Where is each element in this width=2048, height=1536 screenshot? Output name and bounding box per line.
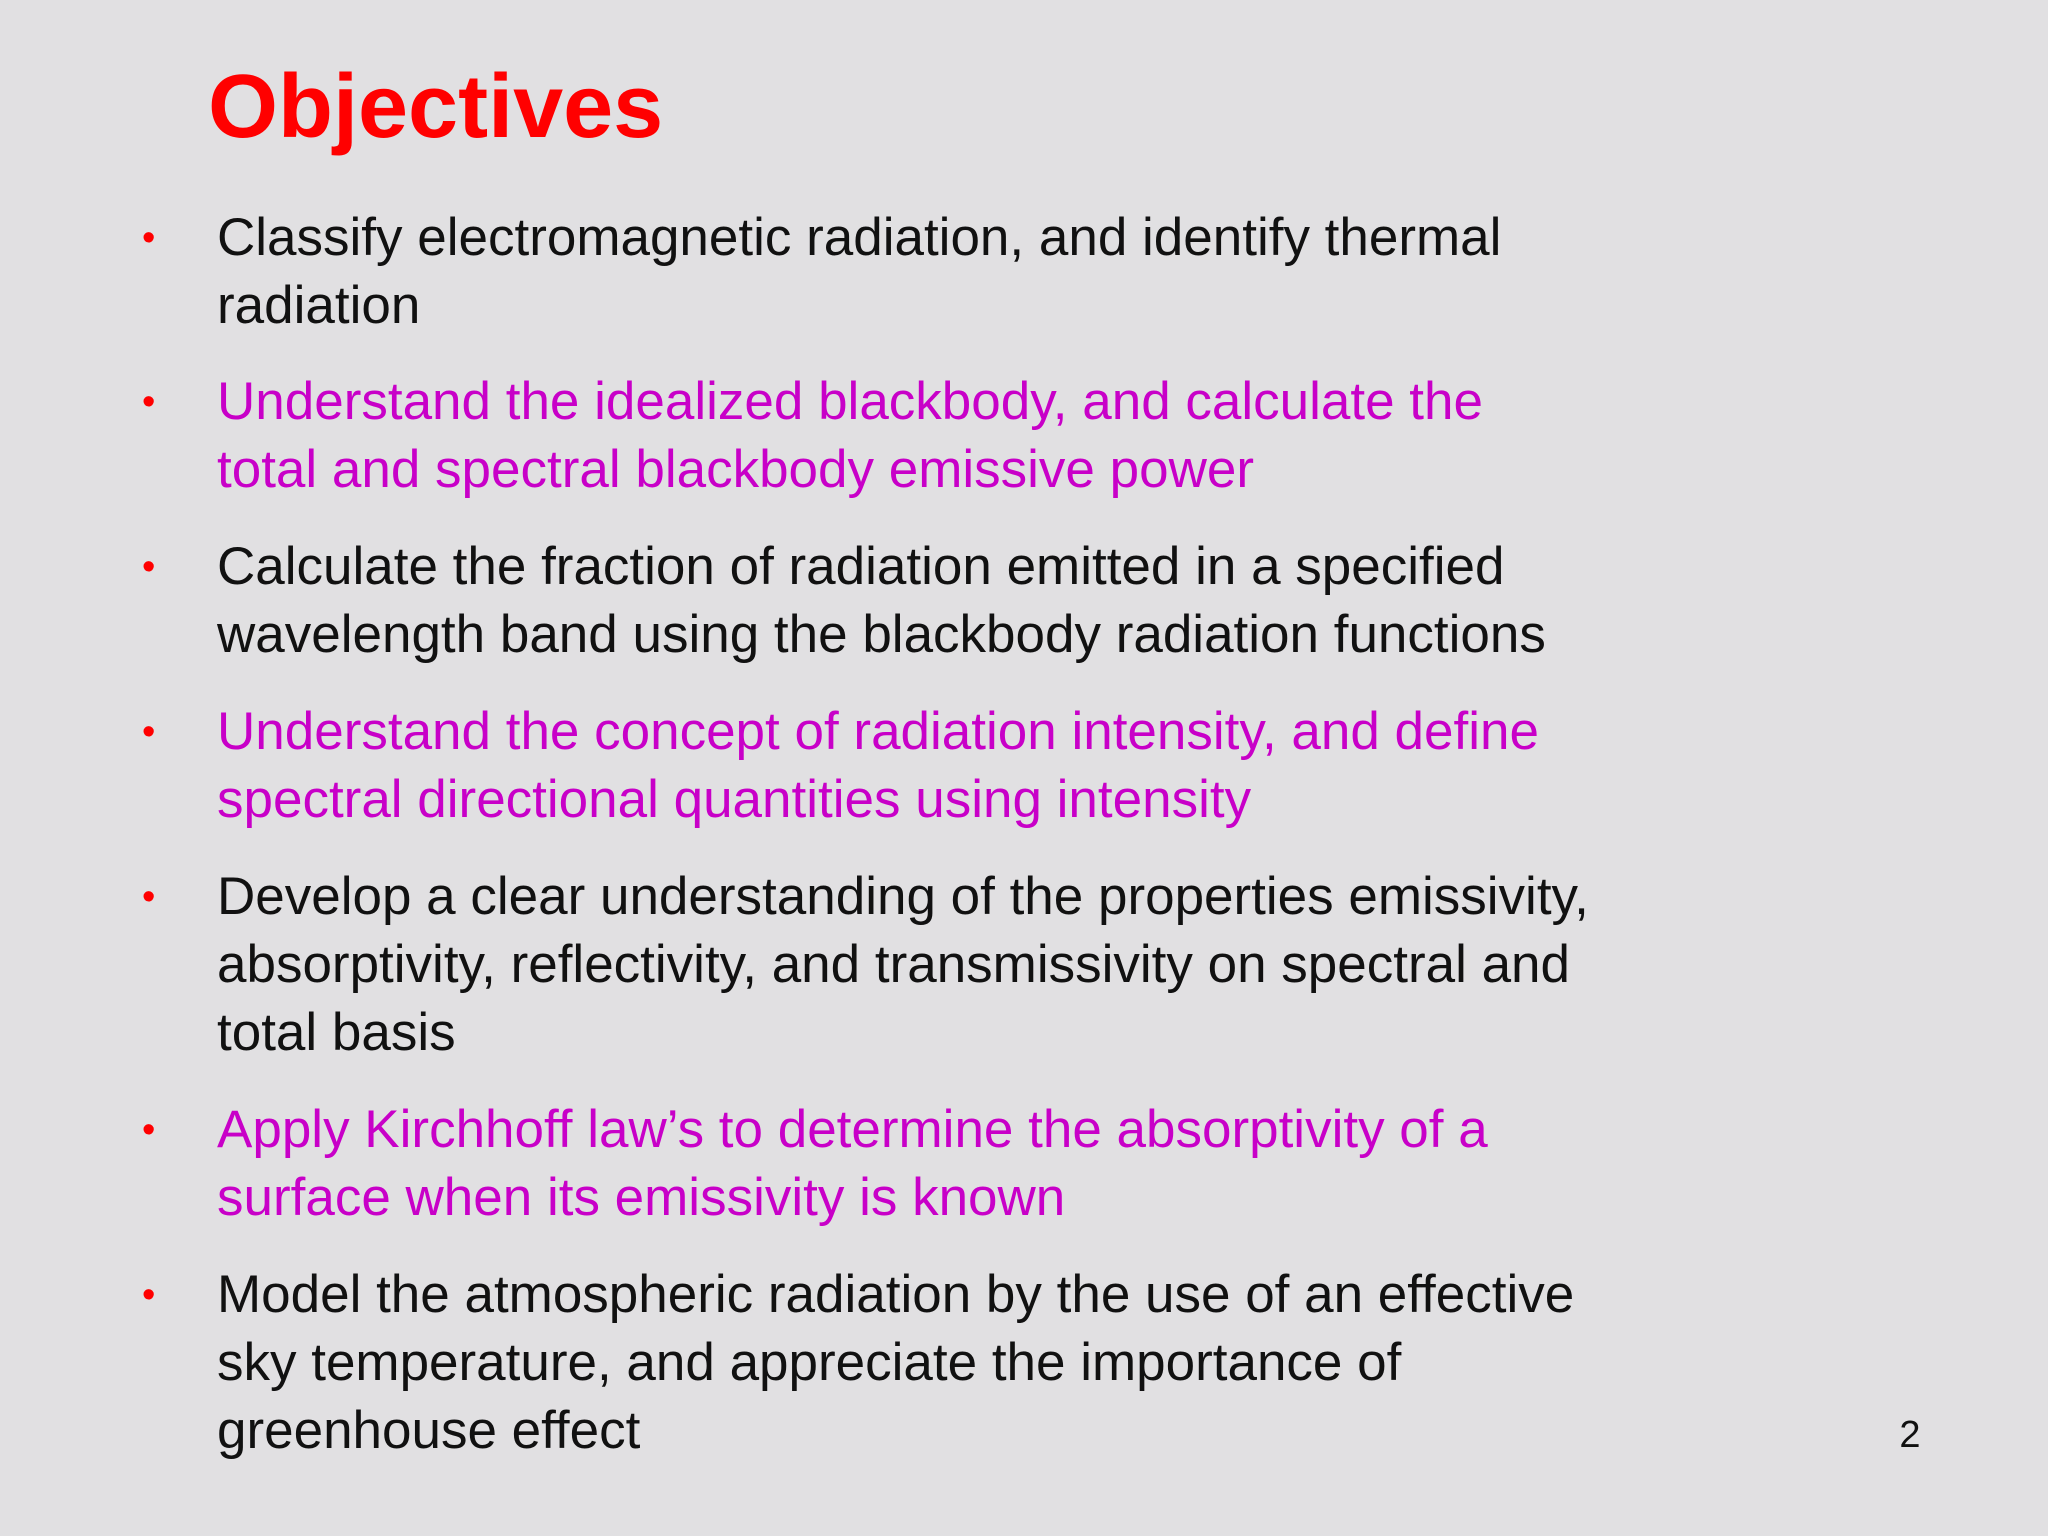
page-number: 2 xyxy=(1899,1414,1921,1456)
objective-text-6: Apply Kirchhoff law’s to determine the absorptivity of a surface when its emissivity is known xyxy=(217,1100,1488,1227)
objective-text-5: Develop a clear understanding of the properties emissivity, absorptivity, reflectivity, and transmissivity on spectral and total basis xyxy=(217,867,1589,1062)
bullet-icon: • xyxy=(142,1274,156,1316)
objective-text-7: Model the atmospheric radiation by the use of an effective sky temperature, and appreciate the importance of greenhouse effect xyxy=(217,1265,1575,1460)
slide-title: Objectives xyxy=(208,57,664,157)
objective-text-4: Understand the concept of radiation intensity, and define spectral directional quantities using intensity xyxy=(217,702,1539,829)
bullet-icon: • xyxy=(142,546,156,588)
objective-text-3: Calculate the fraction of radiation emitted in a specified wavelength band using the blackbody radiation functions xyxy=(217,537,1546,664)
objective-text-1: Classify electromagnetic radiation, and identify thermal radiation xyxy=(217,208,1502,335)
bullet-icon: • xyxy=(142,711,156,753)
bullet-icon: • xyxy=(142,381,156,423)
objective-text-2: Understand the idealized blackbody, and calculate the total and spectral blackbody emissive power xyxy=(217,372,1483,499)
bullet-icon: • xyxy=(142,1109,156,1151)
bullet-icon: • xyxy=(142,876,156,918)
bullet-icon: • xyxy=(142,217,156,259)
